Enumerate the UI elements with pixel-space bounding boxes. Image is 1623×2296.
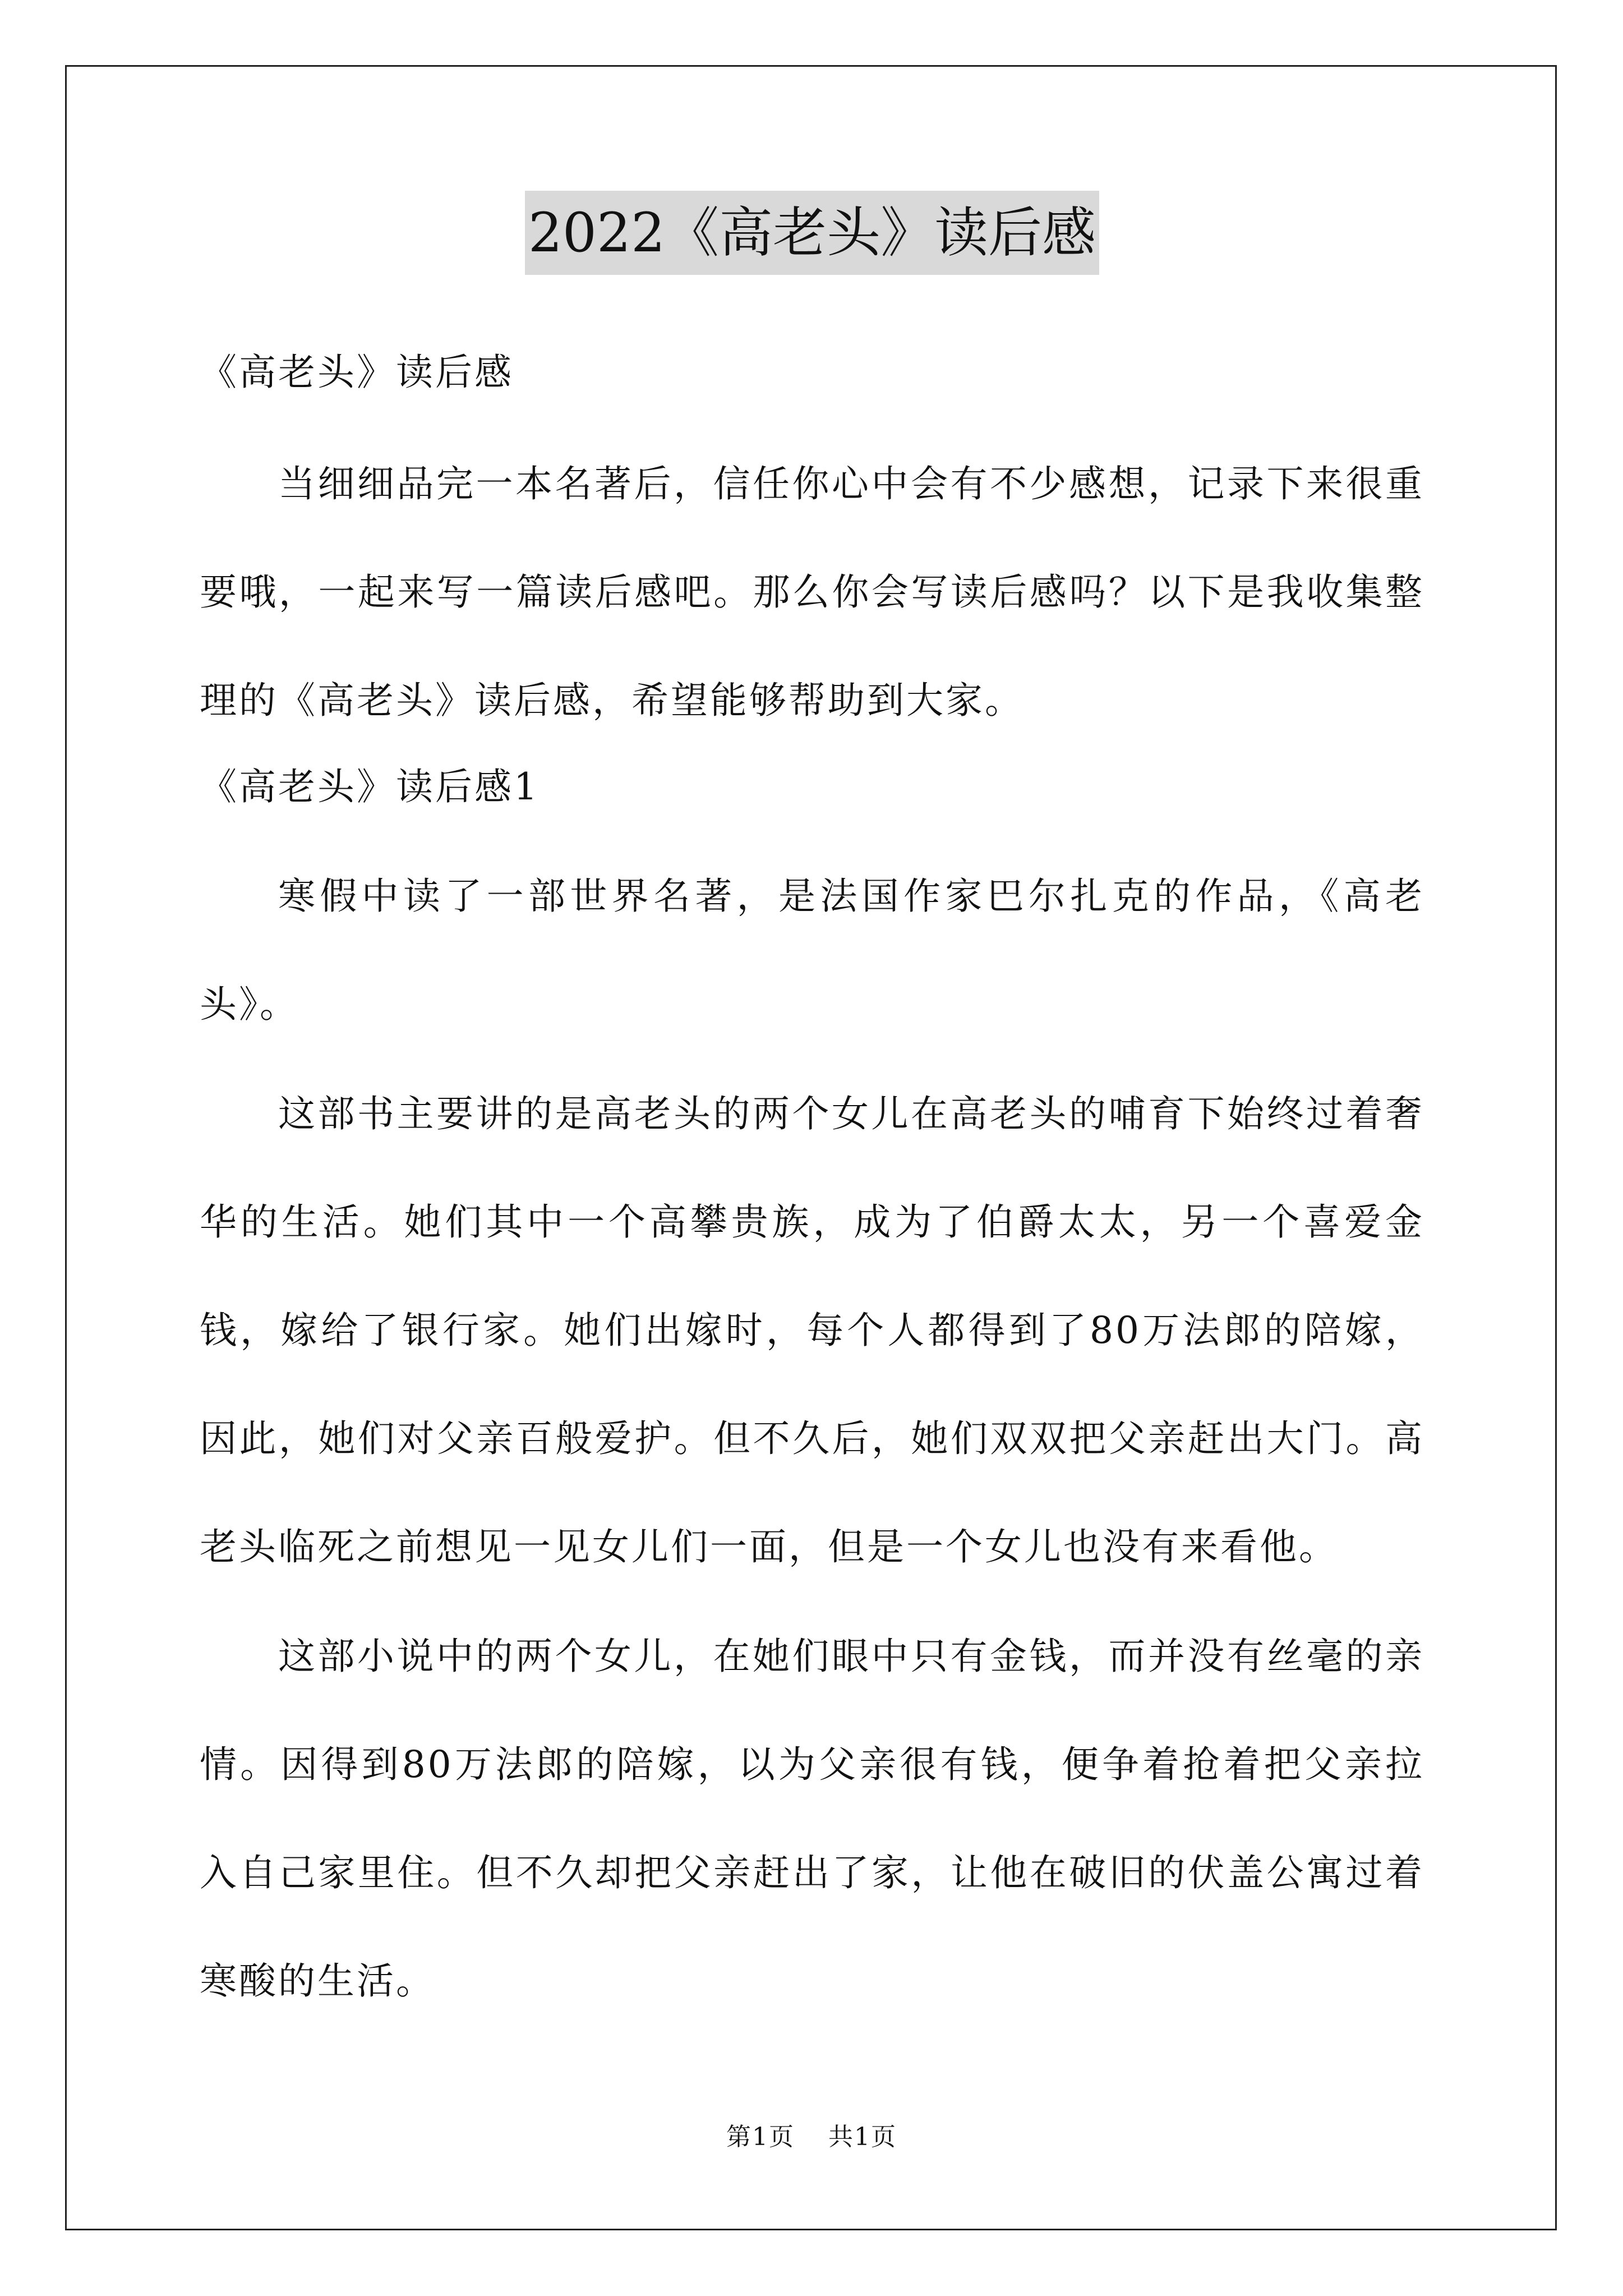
intro-paragraph: 当细细品完一本名著后，信任你心中会有不少感想，记录下来很重要哦，一起来写一篇读后感吧。那么你会写读后感吗？以下是我收集整理的《高老头》读后感，希望能够帮助到大家。 bbox=[200, 462, 1424, 722]
page-footer bbox=[0, 2120, 1623, 2154]
page-number-current: 第1页 bbox=[726, 2123, 795, 2151]
document-subtitle: 《高老头》读后感 bbox=[200, 351, 514, 394]
paragraph-1: 寒假中读了一部世界名著，是法国作家巴尔扎克的作品，《高老头》。 bbox=[200, 875, 1424, 1026]
section-heading: 《高老头》读后感1 bbox=[200, 765, 540, 808]
document-body bbox=[200, 191, 1424, 2061]
page-number-total: 共1页 bbox=[828, 2123, 897, 2151]
document-title: 2022《高老头》读后感 bbox=[525, 191, 1099, 275]
paragraph-2: 这部书主要讲的是高老头的两个女儿在高老头的哺育下始终过着奢华的生活。她们其中一个高攀贵族，成为了伯爵太太，另一个喜爱金钱，嫁给了银行家。她们出嫁时，每个人都得到了80万法郎的陪嫁，因此，她们对父亲百般爱护。但不久后，她们双双把父亲赶出大门。高老头临死之前想见一见女儿们一面，但是一个女儿也没有来看他。 bbox=[200, 1092, 1424, 1568]
title-wrap bbox=[200, 191, 1424, 275]
paragraph-3: 这部小说中的两个女儿，在她们眼中只有金钱，而并没有丝毫的亲情。因得到80万法郎的陪嫁，以为父亲很有钱，便争着抢着把父亲拉入自己家里住。但不久却把父亲赶出了家，让他在破旧的伏盖公寓过着寒酸的生活。 bbox=[200, 1635, 1424, 2003]
